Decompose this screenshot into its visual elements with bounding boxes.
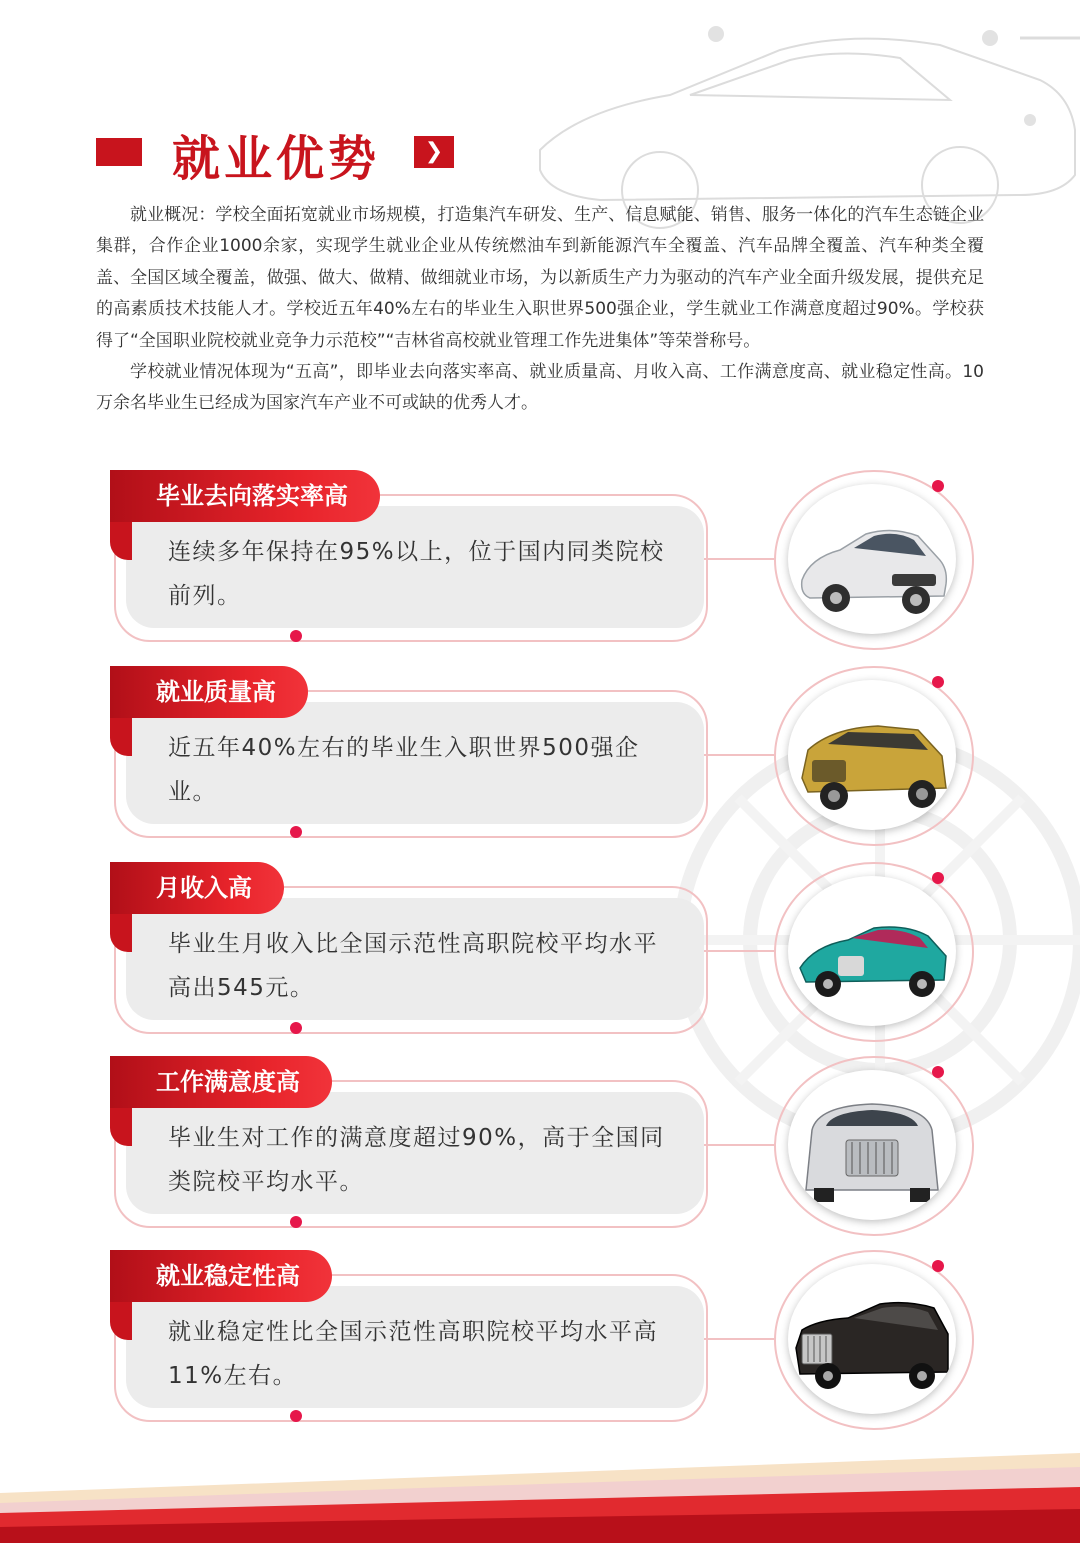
suv-front-icon [788, 1070, 956, 1220]
pink-dot [290, 1216, 302, 1228]
advantage-item-1 [110, 470, 980, 650]
advantage-description: 毕业生对工作的满意度超过90%，高于全国同类院校平均水平。 [168, 1125, 665, 1195]
advantage-label: 就业稳定性高 [110, 1250, 332, 1302]
car-photo [788, 484, 956, 634]
pink-dot [932, 676, 944, 688]
advantage-label: 月收入高 [110, 862, 284, 914]
connector-line [704, 1144, 774, 1146]
advantage-item-3 [110, 862, 980, 1042]
advantage-label: 毕业去向落实率高 [110, 470, 380, 522]
car-photo [788, 876, 956, 1026]
advantage-item-5 [110, 1250, 980, 1430]
connector-line [704, 558, 774, 560]
intro-text [96, 200, 984, 420]
advantage-description: 毕业生月收入比全国示范性高职院校平均水平高出545元。 [168, 931, 658, 1001]
suv-icon [788, 680, 956, 830]
connector-line [704, 950, 774, 952]
advantage-item-4 [110, 1056, 980, 1236]
limousine-icon [788, 1264, 956, 1414]
title-accent-bar [96, 138, 142, 166]
intro-paragraph-2: 学校就业情况体现为“五高”，即毕业去向落实率高、就业质量高、月收入高、工作满意度高、就业稳定性高。10万余名毕业生已经成为国家汽车产业不可或缺的优秀人才。 [96, 362, 984, 414]
car-photo [788, 1264, 956, 1414]
car-photo [788, 1070, 956, 1220]
pink-dot [290, 826, 302, 838]
pink-dot [290, 1410, 302, 1422]
pink-dot [932, 1066, 944, 1078]
advantage-description: 就业稳定性比全国示范性高职院校平均水平高11%左右。 [168, 1319, 658, 1389]
advantage-item-2 [110, 666, 980, 846]
pink-dot [290, 1022, 302, 1034]
advantage-description: 近五年40%左右的毕业生入职世界500强企业。 [168, 735, 640, 805]
connector-line [704, 1338, 774, 1340]
pink-dot [932, 872, 944, 884]
bottom-wave-band [0, 1453, 1080, 1543]
connector-line [704, 754, 774, 756]
advantage-label: 就业质量高 [110, 666, 308, 718]
pink-dot [932, 480, 944, 492]
advantage-label: 工作满意度高 [110, 1056, 332, 1108]
intro-paragraph-1: 就业概况：学校全面拓宽就业市场规模，打造集汽车研发、生产、信息赋能、销售、服务一体化的汽车生态链企业集群，合作企业1000余家，实现学生就业企业从传统燃油车到新能源汽车全覆盖、汽车品牌全覆盖、汽车种类全覆盖、全国区域全覆盖，做强、做大、做精、做细就业市场，为以新质生产力为驱动的汽车产业全面升级发展，提供充足的高素质技术技能人才。学校近五年40%左右的毕业生入职世界500强企业，学生就业工作满意度超过90%。学校获得了“全国职业院校就业竞争力示范校”“吉林省高校就业管理工作先进集体”等荣誉称号。 [96, 205, 984, 351]
pink-dot [290, 630, 302, 642]
sedan-icon [788, 484, 956, 634]
pink-dot [932, 1260, 944, 1272]
chevron-right-icon: ❯ [414, 136, 454, 168]
page-title: 就业优势 [172, 131, 381, 187]
concept-car-icon [788, 876, 956, 1026]
advantage-description: 连续多年保持在95%以上，位于国内同类院校前列。 [168, 539, 665, 609]
car-photo [788, 680, 956, 830]
